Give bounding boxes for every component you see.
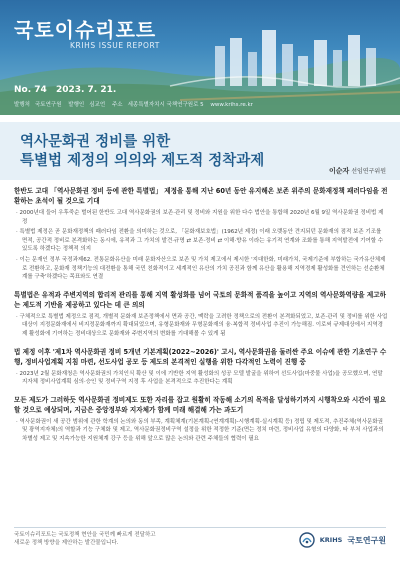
section-4-bullet-1: · 역사문화권이 새 공간 범위에 관한 학계의 논의와 동의 부족, 계획체계(기본계획-(연계계획)-시행계획-실시계획 등) 정립 및 제도적, 추진주체(역사문화권 및 광역지자체)의 역할과 기능 구체화 및 제고, 역사문화권정비구역 설정을 위한 적정한 기준(면는 정치 마련, 정비사업 유형의 다양화, 타 부처 사업과의 차별성 제고 및 지속가능한 지원체계 강구 등을 위해 앞으로 많은 논의와 관련 주체들의 협력이 필요 [16,418,384,442]
article-title-line1: 역사문화권 정비를 위한 [20,134,171,150]
footer-note-line1: 국토이슈리포트는 국토정책 현안을 국민께 빠르게 전달하고 [14,532,156,538]
address-value: 세종특별자치시 국책연구원로 5 [127,102,204,108]
article-body [14,186,388,446]
section-1-bullet-1: · 2000년대 들어 우후죽순 벌어된 한반도 고대 역사문화권의 보존·관리 및 정비와 지원을 위한 다수 법안을 통합해 2020년 6월 9일 역사문화권 정비법 제정 [16,210,384,225]
report-brand-title: 국토이슈리포트 [14,18,157,42]
section-4-lead: 모든 제도가 그러하듯 역사문화권 정비제도 또한 자리를 잡고 원활히 작동해 소기의 목적을 달성하기까지 시행착오와 시간이 필요할 것으로 예상되며, 지금은 중앙정부와 지자체가 함께 미래 해결해 가는 과도기 [14,395,387,414]
section-2-bullet-1: · 구체적으로 특별법 제정으로 점적, 개별적 문화재 보존정책에서 면과 공간, 맥락을 고려한 정책으로의 전환이 본격화되었고, 보존·관리 및 정비를 위한 사업대상이 지정문화재에서 비지정문화재까지 확대되었으며, 유형문화재와 무형문화재의 융·복합적 정비사업 추진이 가능해짐. 이로써 규제대상에서 지역경제 활성화에 기여하는 정비대상으로 문화재와 주변지역의 변화를 기대해볼 수 있게 됨 [16,313,388,337]
author-role: 선임연구위원 [351,168,386,175]
section-3-lead: 법 제정 이후 '제1차 역사문화권 정비 5개년 기본계획(2022~2026)' 고시, 역사문화권을 둘러싼 주요 이슈에 관한 기초연구 수행, 정비사업계획 지침 마련, 선도사업 공모 등 제도의 본격적인 실행을 위한 다각적인 노력이 진행 중 [14,347,387,366]
publication-info [14,100,258,108]
address-label: 주소 [111,102,123,108]
issuer-label: 발행인 [68,102,85,108]
logo-english: KRIHS [319,536,343,544]
krihs-logo-icon [299,532,315,548]
author [329,166,386,176]
author-name: 이순자 [329,167,350,175]
article-title [20,133,264,171]
section-1-bullet-3: · 이는 문재인 정부 국정과제62. 전통문화유산을 미래 문화자산으로 보존 및 가치 제고에서 제시한 '지대한화, 미래가치, 국제기준에 부합하는 국가유산체제로 전환하고, 문화재 정책기능의 대전환을 통해 국민 친화적이고 세계적인 유산의 가치 공진과 함께 유산을 활용해 지역경제 활성화를 견인하는 선순환체계를 구축'하겠다는 목표와도 연결 [16,256,386,281]
section-1-bullet-2: · 특별법 제정은 곧 문화재정책의 패러다임 전환을 의미하는 것으로, 「문화재보호법」(1962년 제정) 이래 오랫동안 견지되던 문화재의 점적 보존 기조를 면적, 공간적 정비로 본격화하는 동시에, 유적과 그 가치의 발견·규명 ⇄ 보존·정비 ⇄ 이해·향유 이라는 유기적 연계와 조화를 통해 지역발전에 기여할 수 있도록 하겠다는 정책적 의지 [16,229,384,253]
issue-info [14,85,122,95]
section-1-lead: 한반도 고대 「역사문화권 정비 등에 관한 특별법」 제정을 통해 지난 60년 동안 유지해온 보존 위주의 문화재정책 패러다임을 전환하는 초석이 될 것으로 기대 [14,187,388,205]
publisher-label: 발행처 [14,102,30,108]
footer-divider [14,527,386,528]
issue-number: No. 74 [14,85,47,95]
section-3-bullet-1: · 2023년 2월 문화재청은 역사문화권의 가치인식 확산 및 이에 기반한 지역 활성화의 성공 모델 발굴을 위하여 선도사업(마중물 사업)을 공모했으며, 연말 지자체 정비사업계획 심의·승인 및 정비구역 지정 후 사업을 본격적으로 추진한다는 계획 [16,370,383,386]
section-2-lead: 특별법은 유적과 주변지역의 합리적 관리를 통해 지역 활성화를 넘어 국토의 문화적 품격을 높이고 지역의 역사문화역량을 제고하는 제도적 기반을 제공하고 있다는 데 큰 의의 [14,290,387,309]
article-title-line2: 특별법 제정의 의의와 제도적 정착과제 [20,153,265,169]
report-header-banner [0,0,400,115]
logo-korean: 국토연구원 [347,535,386,545]
website-link[interactable]: www.krihs.re.kr [210,102,253,108]
report-brand-subtitle: KRIHS ISSUE REPORT [70,41,160,50]
issue-date: 2023. 7. 21. [55,85,117,95]
footer-note-line2: 새로운 정책 방향을 제안하는 발간물입니다. [14,540,119,546]
footer-note [14,531,214,547]
krihs-logo [299,532,386,548]
publisher-value: 국토연구원 [34,102,62,108]
issuer-value: 심교언 [89,102,106,108]
